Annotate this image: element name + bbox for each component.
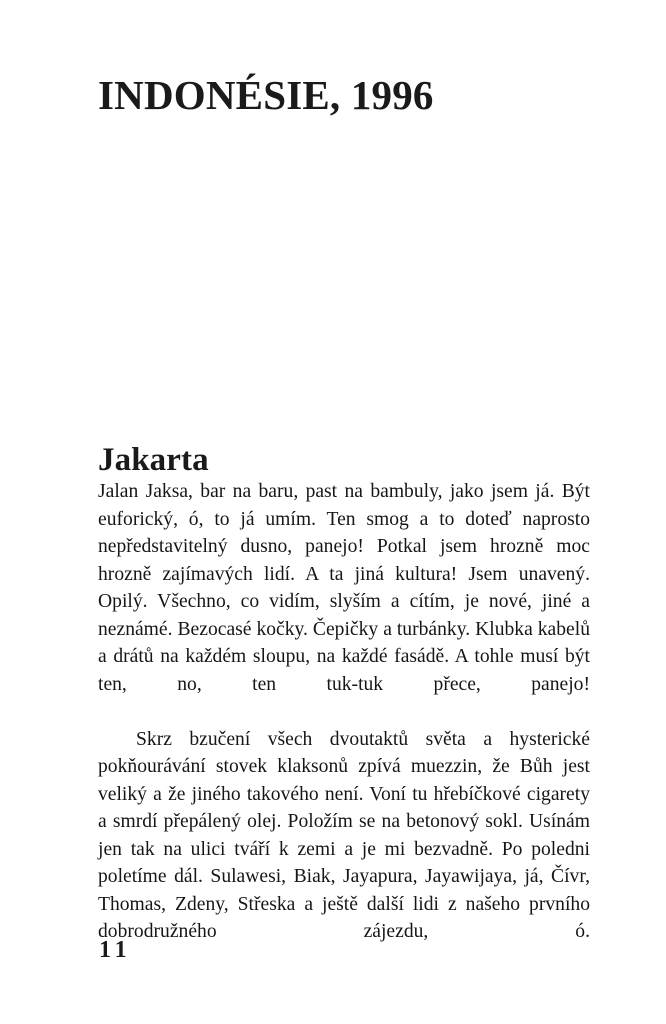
page-number: 11 <box>99 937 132 963</box>
body-paragraph: Jalan Jaksa, bar na baru, past na bambuly, jako jsem já. Být euforický, ó, to já umím. Ten smog a to doteď naprosto nepředstavitelný dusno, panejo! Potkal jsem hrozně moc hrozně zajímavých lidí. A ta jiná kultura! Jsem unavený. Opilý. Všechno, co vidím, slyším a cítím, je nové, jiné a neznámé. Bezocasé kočky. Čepičky a turbánky. Klubka kabelů a drátů na každém sloupu, na každé fasádě. A tohle musí být ten, no, ten tuk-tuk přece, panejo! <box>98 481 590 695</box>
body-paragraph: Skrz bzučení všech dvoutaktů světa a hysterické pokňourávání stovek klaksonů zpívá muezzin, že Bůh jest veliký a že jiného takového není. Voní tu hřebíčkové cigarety a smrdí přepálený olej. Položím se na betonový sokl. Usínám jen tak na ulici tváří k zemi a je mi bezvadně. Po poledni poletíme dál. Sulawesi, Biak, Jayapura, Jayawijaya, já, Čívr, Thomas, Zdeny, Střeska a ještě další lidi z našeho prvního dobrodružného zájezdu, ó. <box>98 728 590 942</box>
body-text-block <box>98 478 590 973</box>
section-heading: Jakarta <box>98 442 209 479</box>
chapter-title: INDONÉSIE, 1996 <box>98 72 434 119</box>
